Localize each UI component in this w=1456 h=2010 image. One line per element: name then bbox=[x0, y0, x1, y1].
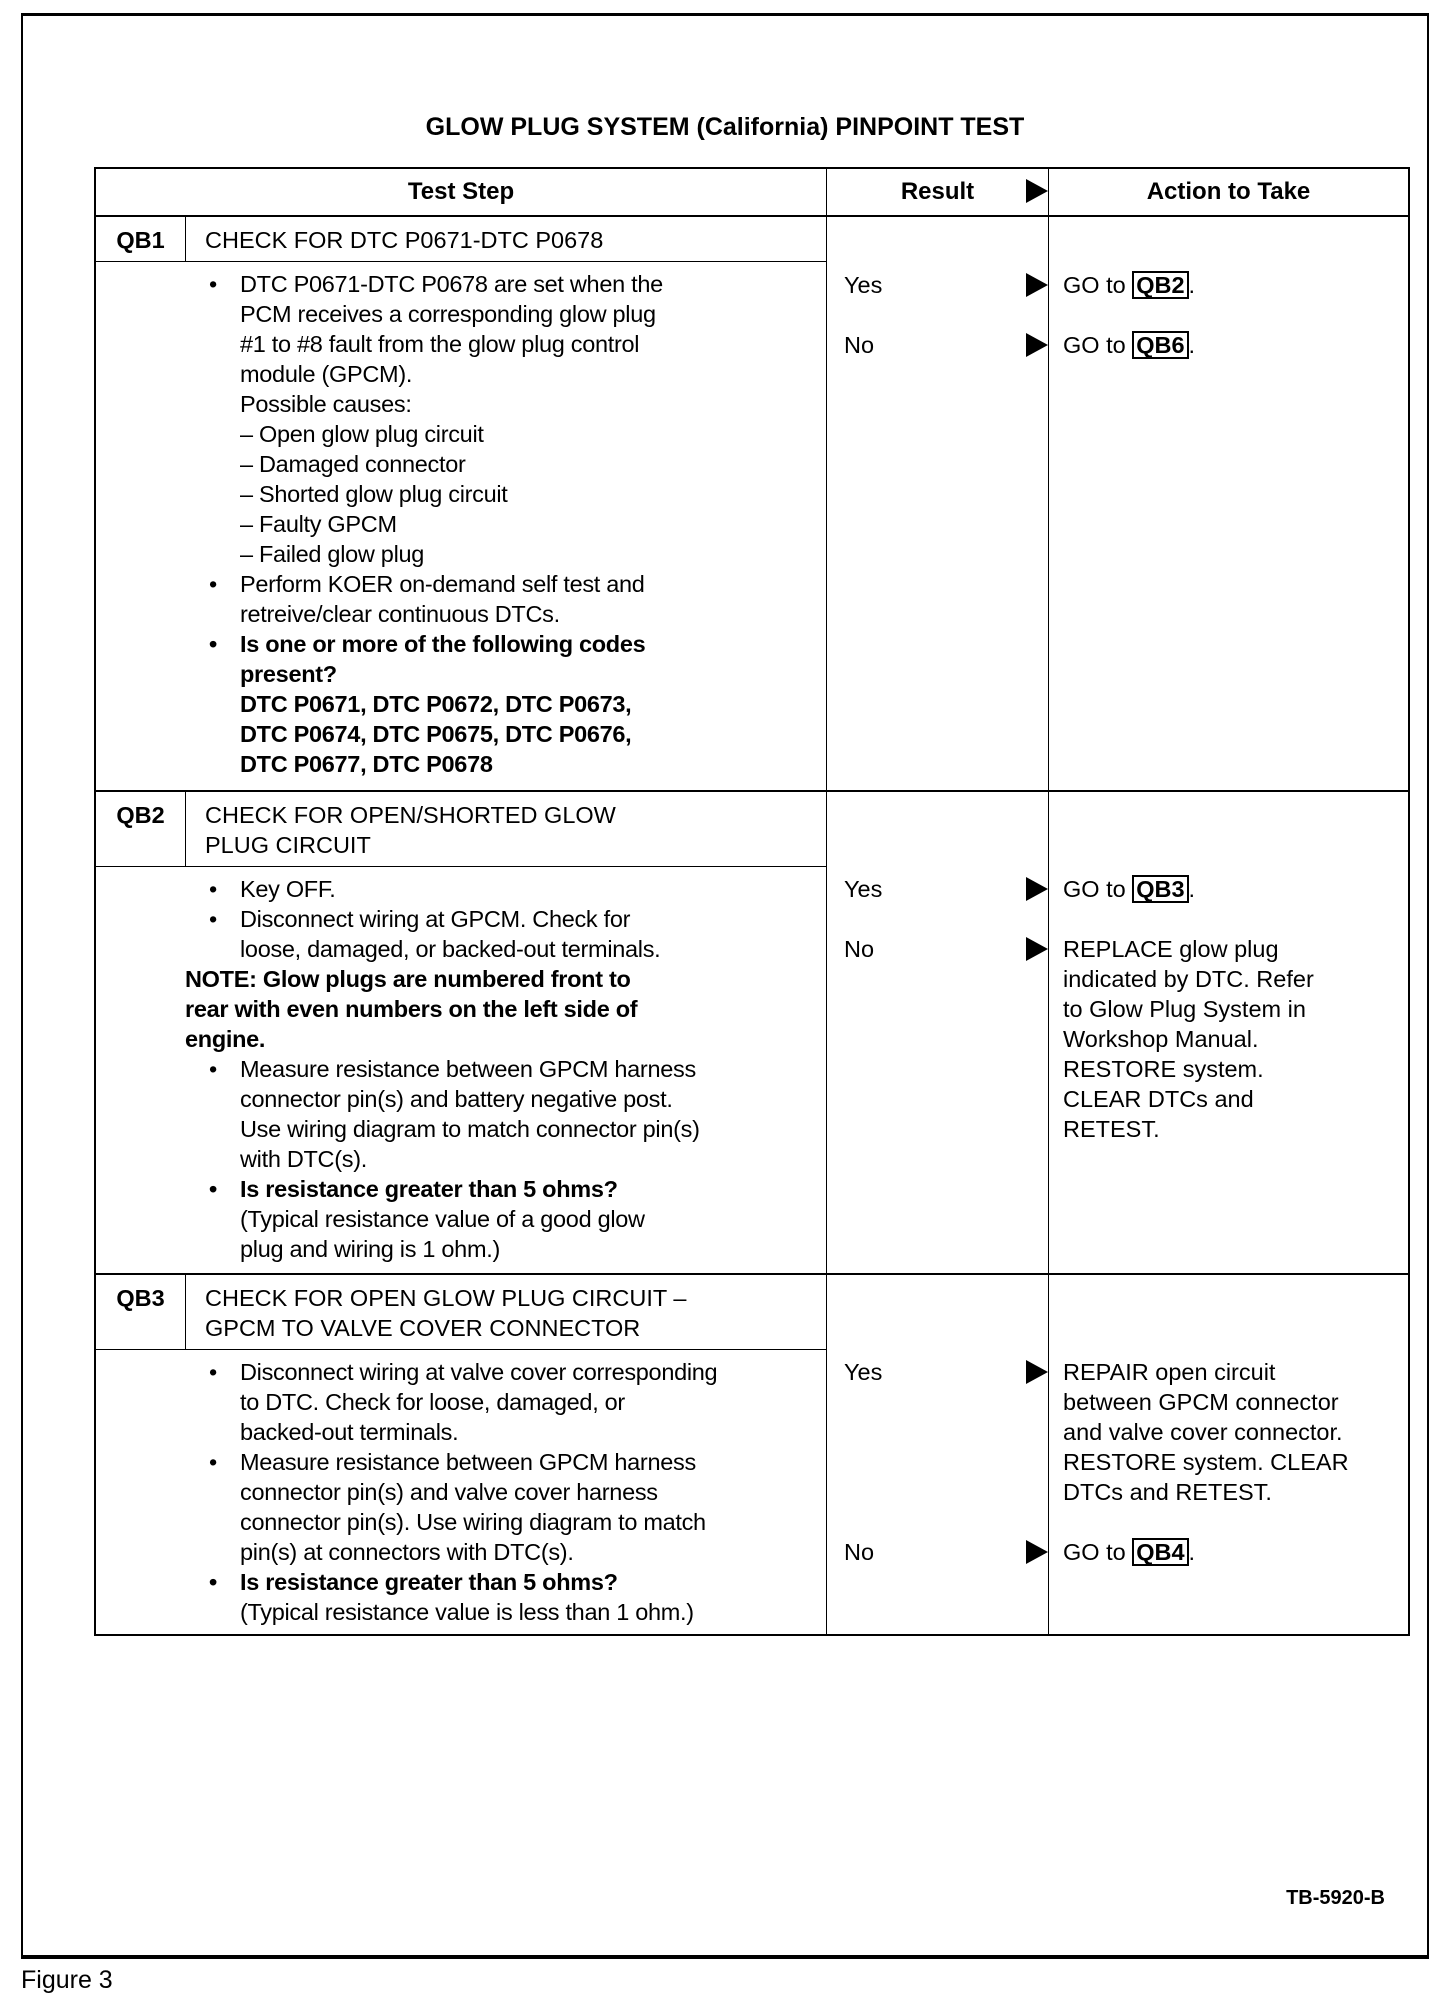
step-title-line: CHECK FOR DTC P0671-DTC P0678 bbox=[205, 227, 604, 253]
action-suffix: . bbox=[1188, 1539, 1196, 1565]
goto-step-link[interactable]: QB3 bbox=[1132, 875, 1188, 903]
header-result-label: Result bbox=[900, 178, 975, 205]
action-line: and valve cover connector. bbox=[1063, 1419, 1343, 1445]
note-line: engine. bbox=[185, 1026, 266, 1052]
header-test-step: Test Step bbox=[407, 178, 515, 205]
action-yes bbox=[1063, 1357, 1404, 1507]
result-no bbox=[844, 934, 1048, 964]
step-body bbox=[96, 1350, 826, 1634]
step-text-line: connector pin(s). Use wiring diagram to match bbox=[240, 1509, 706, 1535]
step-title-line: CHECK FOR OPEN/SHORTED GLOW bbox=[205, 802, 616, 828]
arrow-right-icon bbox=[1026, 273, 1048, 297]
action-prefix: GO to bbox=[1063, 876, 1126, 902]
action-line: REPLACE glow plug bbox=[1063, 936, 1279, 962]
action-line: to Glow Plug System in bbox=[1063, 996, 1306, 1022]
header-result bbox=[826, 169, 1049, 215]
step-text-line: loose, damaged, or backed-out terminals. bbox=[240, 936, 661, 962]
action-prefix: GO to bbox=[1063, 1539, 1126, 1565]
step-text-line: – Failed glow plug bbox=[240, 541, 425, 567]
table-header bbox=[96, 169, 1408, 215]
goto-step-link[interactable]: QB2 bbox=[1132, 271, 1188, 299]
action-suffix: . bbox=[1188, 876, 1196, 902]
result-yes bbox=[844, 270, 1048, 300]
step-text-line: – Damaged connector bbox=[240, 451, 466, 477]
step-text-line: Use wiring diagram to match connector pin(s) bbox=[240, 1116, 700, 1142]
result-cell bbox=[826, 792, 1049, 1273]
goto-step-link[interactable]: QB6 bbox=[1132, 331, 1188, 359]
step-id: QB1 bbox=[96, 217, 186, 262]
action-suffix: . bbox=[1188, 272, 1196, 298]
step-text-line: • Is resistance greater than 5 ohms? bbox=[96, 1567, 826, 1597]
step-title-line: CHECK FOR OPEN GLOW PLUG CIRCUIT – bbox=[205, 1285, 687, 1311]
figure-label: Figure 3 bbox=[21, 1966, 113, 1994]
bullet-item: • DTC P0671-DTC P0678 are set when the bbox=[96, 269, 826, 299]
action-prefix: GO to bbox=[1063, 272, 1126, 298]
action-yes bbox=[1063, 874, 1404, 904]
note-line: rear with even numbers on the left side of bbox=[185, 996, 638, 1022]
header-action: Action to Take bbox=[1146, 178, 1311, 205]
step-text-line: connector pin(s) and battery negative post. bbox=[240, 1086, 673, 1112]
step-text-line: (Typical resistance value of a good glow bbox=[240, 1206, 645, 1232]
test-step-qb1 bbox=[96, 215, 1408, 790]
result-label: No bbox=[844, 1539, 875, 1565]
action-no bbox=[1063, 934, 1404, 1144]
step-text-line: present? bbox=[240, 661, 337, 687]
step-id: QB3 bbox=[96, 1275, 186, 1350]
step-text-line: connector pin(s) and valve cover harness bbox=[240, 1479, 658, 1505]
step-text-line: retreive/clear continuous DTCs. bbox=[240, 601, 560, 627]
bullet-item: • Disconnect wiring at GPCM. Check for bbox=[96, 904, 826, 934]
action-line: RETEST. bbox=[1063, 1116, 1160, 1142]
bullet-item: • Measure resistance between GPCM harness bbox=[96, 1054, 826, 1084]
step-title bbox=[186, 792, 826, 867]
action-cell bbox=[1049, 1275, 1408, 1634]
action-line: RESTORE system. CLEAR bbox=[1063, 1449, 1349, 1475]
bullet-item: • Key OFF. bbox=[96, 874, 826, 904]
action-cell bbox=[1049, 217, 1408, 790]
arrow-right-icon bbox=[1026, 1360, 1048, 1384]
result-yes bbox=[844, 1357, 1048, 1387]
bullet-item: • Disconnect wiring at valve cover corresponding bbox=[96, 1357, 826, 1387]
action-line bbox=[1063, 1537, 1404, 1567]
result-cell bbox=[826, 1275, 1049, 1634]
result-no bbox=[844, 1537, 1048, 1567]
step-title-line: PLUG CIRCUIT bbox=[205, 832, 371, 858]
action-line bbox=[1063, 330, 1404, 360]
action-line: REPAIR open circuit bbox=[1063, 1359, 1276, 1385]
step-text-line: DTC P0674, DTC P0675, DTC P0676, bbox=[240, 721, 632, 747]
arrow-right-icon bbox=[1026, 877, 1048, 901]
figure-frame bbox=[21, 13, 1429, 1959]
result-yes bbox=[844, 874, 1048, 904]
result-no bbox=[844, 330, 1048, 360]
step-title-line: GPCM TO VALVE COVER CONNECTOR bbox=[205, 1315, 641, 1341]
result-label: Yes bbox=[844, 272, 883, 298]
action-no bbox=[1063, 330, 1404, 360]
test-step-qb3 bbox=[96, 1273, 1408, 1634]
step-text-line: module (GPCM). bbox=[240, 361, 413, 387]
action-line: DTCs and RETEST. bbox=[1063, 1479, 1272, 1505]
goto-step-link[interactable]: QB4 bbox=[1132, 1538, 1188, 1566]
action-line: indicated by DTC. Refer bbox=[1063, 966, 1314, 992]
bullet-item: • Perform KOER on-demand self test and bbox=[96, 569, 826, 599]
result-label: No bbox=[844, 936, 875, 962]
result-label: Yes bbox=[844, 1359, 883, 1385]
step-text-line: Possible causes: bbox=[240, 391, 412, 417]
step-text-line: DTC P0677, DTC P0678 bbox=[240, 751, 493, 777]
page-title: GLOW PLUG SYSTEM (California) PINPOINT TEST bbox=[425, 113, 1025, 141]
step-text-line: – Open glow plug circuit bbox=[240, 421, 484, 447]
pinpoint-test-table bbox=[94, 167, 1410, 1636]
document-id: TB-5920-B bbox=[1286, 1887, 1385, 1909]
step-id: QB2 bbox=[96, 792, 186, 867]
action-cell bbox=[1049, 792, 1408, 1273]
result-cell bbox=[826, 217, 1049, 790]
step-text-line: backed-out terminals. bbox=[240, 1419, 459, 1445]
step-text-line: • Is resistance greater than 5 ohms? bbox=[96, 1174, 826, 1204]
action-line bbox=[1063, 874, 1404, 904]
action-line: CLEAR DTCs and bbox=[1063, 1086, 1254, 1112]
step-text-line: #1 to #8 fault from the glow plug control bbox=[240, 331, 640, 357]
action-yes bbox=[1063, 270, 1404, 300]
note-line: NOTE: Glow plugs are numbered front to bbox=[185, 966, 631, 992]
step-text-line: PCM receives a corresponding glow plug bbox=[240, 301, 656, 327]
step-text-line: with DTC(s). bbox=[240, 1146, 367, 1172]
step-text-line: to DTC. Check for loose, damaged, or bbox=[240, 1389, 625, 1415]
action-no bbox=[1063, 1537, 1404, 1567]
step-title bbox=[186, 217, 826, 262]
action-suffix: . bbox=[1188, 332, 1196, 358]
test-step-qb2 bbox=[96, 790, 1408, 1273]
step-text-line: DTC P0671, DTC P0672, DTC P0673, bbox=[240, 691, 632, 717]
action-line bbox=[1063, 270, 1404, 300]
result-label: No bbox=[844, 332, 875, 358]
action-line: RESTORE system. bbox=[1063, 1056, 1264, 1082]
arrow-right-icon bbox=[1026, 1540, 1048, 1564]
bullet-item: • Measure resistance between GPCM harness bbox=[96, 1447, 826, 1477]
step-text-line: plug and wiring is 1 ohm.) bbox=[240, 1236, 500, 1262]
arrow-right-icon bbox=[1026, 937, 1048, 961]
step-text-line: – Shorted glow plug circuit bbox=[240, 481, 508, 507]
arrow-right-icon bbox=[1026, 179, 1048, 203]
step-title bbox=[186, 1275, 826, 1350]
step-text-line: • Is one or more of the following codes bbox=[96, 629, 826, 659]
action-prefix: GO to bbox=[1063, 332, 1126, 358]
arrow-right-icon bbox=[1026, 333, 1048, 357]
action-line: between GPCM connector bbox=[1063, 1389, 1339, 1415]
step-text-line: (Typical resistance value is less than 1 ohm.) bbox=[240, 1599, 694, 1625]
step-text-line: pin(s) at connectors with DTC(s). bbox=[240, 1539, 574, 1565]
step-text-line: – Faulty GPCM bbox=[240, 511, 397, 537]
step-body bbox=[96, 867, 826, 1273]
step-body bbox=[96, 262, 826, 790]
result-label: Yes bbox=[844, 876, 883, 902]
action-line: Workshop Manual. bbox=[1063, 1026, 1259, 1052]
